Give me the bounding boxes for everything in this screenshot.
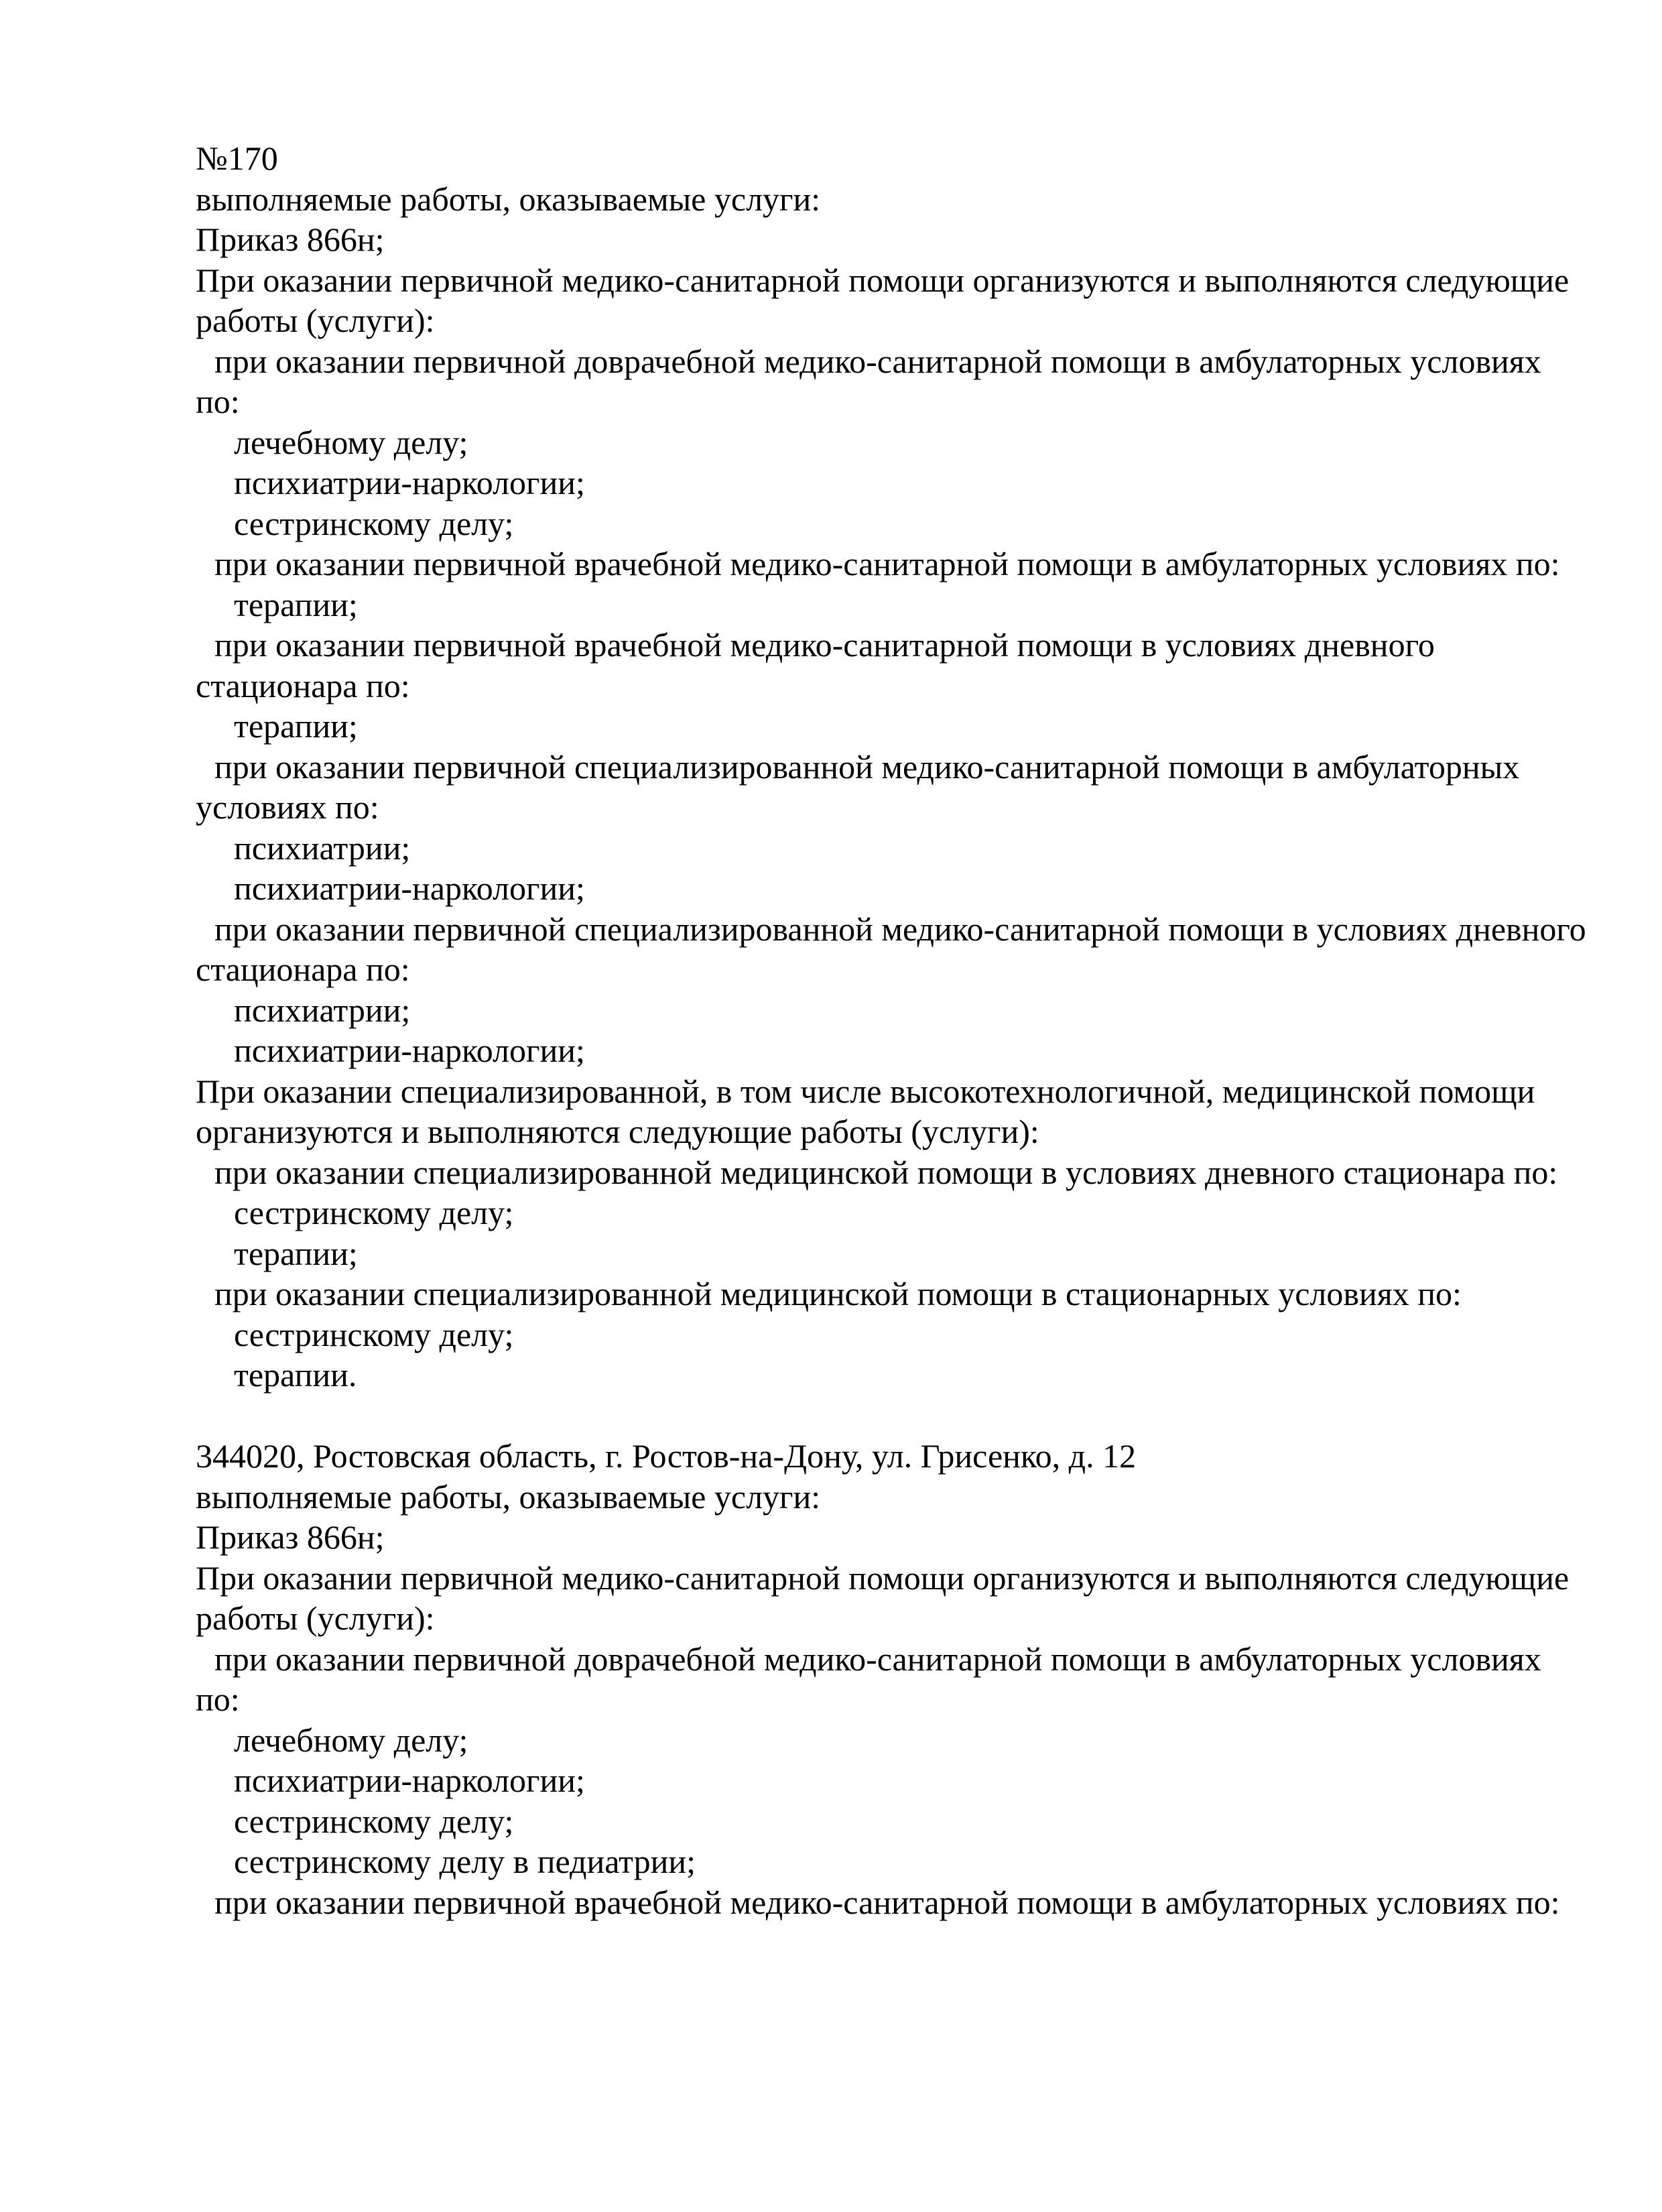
text-line: при оказании специализированной медицинской помощи в стационарных условиях по: xyxy=(214,1275,1462,1312)
text-line: стационара по: xyxy=(196,666,410,704)
document-lines xyxy=(196,138,1662,1922)
text-line: при оказании первичной врачебной медико-санитарной помощи в условиях дневного xyxy=(214,626,1435,664)
text-line: при оказании первичной специализированной медико-санитарной помощи в амбулаторных xyxy=(214,747,1520,786)
text-line: сестринскому делу; xyxy=(234,1315,514,1353)
text-line: при оказании первичной врачебной медико-санитарной помощи в амбулаторных условиях по: xyxy=(214,1883,1560,1921)
text-line: психиатрии-наркологии; xyxy=(234,869,585,907)
text-line: при оказании первичной доврачебной медико-санитарной помощи в амбулаторных условиях xyxy=(214,1640,1541,1678)
text-line: психиатрии; xyxy=(234,828,411,867)
text-line: при оказании специализированной медицинской помощи в условиях дневного стационара по: xyxy=(214,1153,1558,1191)
text-line: при оказании первичной врачебной медико-санитарной помощи в амбулаторных условиях по: xyxy=(214,545,1560,582)
text-line: психиатрии-наркологии; xyxy=(234,464,585,501)
text-line: сестринскому делу; xyxy=(234,1802,514,1840)
text-line: психиатрии; xyxy=(234,991,411,1029)
text-line: организуются и выполняются следующие работы (услуги): xyxy=(196,1113,1039,1150)
text-line: терапии; xyxy=(234,585,358,623)
text-line: лечебному делу; xyxy=(234,423,468,461)
text-line: выполняемые работы, оказываемые услуги: xyxy=(196,180,821,218)
text-line: Приказ 866н; xyxy=(196,1518,385,1556)
text-line: по: xyxy=(196,383,240,420)
text-line: терапии; xyxy=(234,707,358,745)
text-line: работы (услуги): xyxy=(196,1599,435,1637)
text-line: При оказании специализированной, в том числе высокотехнологичной, медицинской помощи xyxy=(196,1072,1535,1110)
text-line: выполняемые работы, оказываемые услуги: xyxy=(196,1477,821,1516)
text-line: при оказании первичной специализированной медико-санитарной помощи в условиях дневного xyxy=(214,910,1586,948)
text-line: психиатрии-наркологии; xyxy=(234,1762,585,1799)
text-line: при оказании первичной доврачебной медико-санитарной помощи в амбулаторных условиях xyxy=(214,342,1541,380)
text-line: сестринскому делу; xyxy=(234,1194,514,1231)
text-line: терапии; xyxy=(234,1234,358,1272)
text-line: №170 xyxy=(196,139,278,177)
text-line: При оказании первичной медико-санитарной помощи организуются и выполняются следующие xyxy=(196,1558,1570,1597)
text-line: лечебному делу; xyxy=(234,1721,468,1759)
text-line: работы (услуги): xyxy=(196,302,435,339)
text-line: психиатрии-наркологии; xyxy=(234,1032,585,1069)
text-line: При оказании первичной медико-санитарной помощи организуются и выполняются следующие xyxy=(196,261,1570,299)
text-line: терапии. xyxy=(234,1356,357,1394)
text-line: сестринскому делу; xyxy=(234,504,514,542)
text-line: по: xyxy=(196,1680,240,1718)
text-line: Приказ 866н; xyxy=(196,221,385,258)
text-line: условиях по: xyxy=(196,788,379,826)
text-line: сестринскому делу в педиатрии; xyxy=(234,1843,696,1880)
text-line: стационара по: xyxy=(196,950,410,988)
blank-line xyxy=(196,1396,1662,1436)
text-line: 344020, Ростовская область, г. Ростов-на-Дону, ул. Грисенко, д. 12 xyxy=(196,1437,1137,1475)
